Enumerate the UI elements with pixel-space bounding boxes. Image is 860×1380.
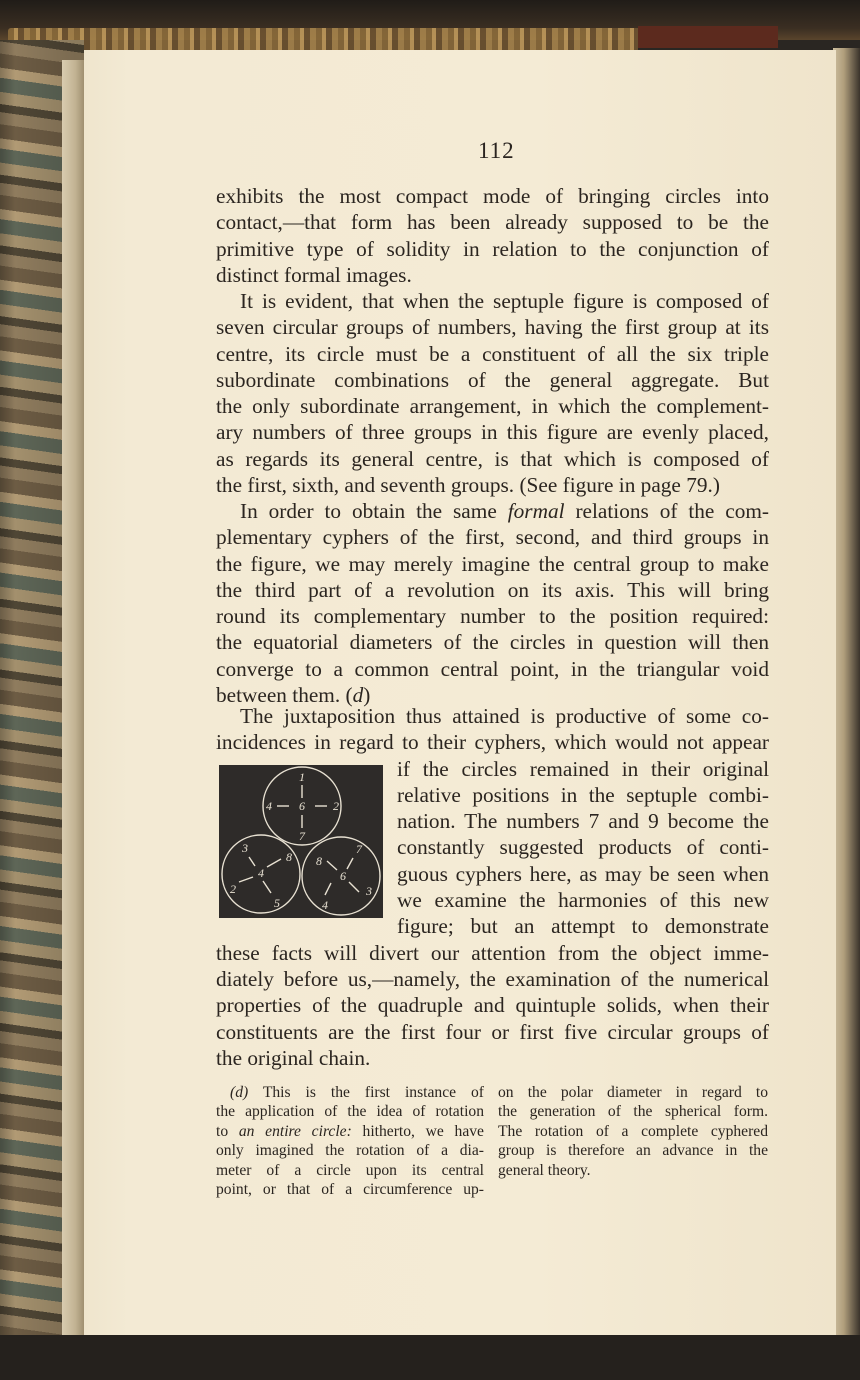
page-stack	[62, 60, 84, 1335]
footnote-left-column	[216, 1083, 484, 1199]
text-line: as regards its general centre, is that which is composed of	[216, 446, 769, 471]
text-line: these facts will divert our attention from the object imme-	[216, 940, 769, 965]
text-span: hitherto, we have	[362, 1122, 484, 1140]
text-line: figure; but an attempt to demonstrate	[397, 914, 769, 939]
text-span: between them. (	[216, 683, 353, 708]
text-line: guous cyphers here, as may be seen when	[397, 861, 769, 886]
figure-digit: 1	[299, 770, 305, 784]
book-bottom	[0, 1335, 860, 1380]
binding-edge	[638, 26, 778, 48]
figure-digit: 5	[274, 896, 280, 910]
gilt-edge	[8, 28, 638, 50]
figure-digit: 3	[242, 841, 248, 855]
text-span: to	[216, 1122, 229, 1140]
text-span	[216, 1084, 230, 1101]
italic-text: formal	[507, 499, 565, 523]
circles-diagram	[219, 765, 383, 918]
text-line: if the circles remained in their original	[397, 756, 769, 781]
text-line: the figure, we may merely imagine the central group to make	[216, 551, 769, 576]
text-line	[216, 498, 769, 524]
figure-digit: 6	[340, 869, 346, 883]
text-span: )	[363, 683, 371, 708]
figure-digit: 8	[316, 854, 322, 868]
italic-text: an entire circle:	[238, 1122, 352, 1140]
text-line: seven circular groups of numbers, having the first group at its	[216, 315, 769, 340]
figure-digit: 8	[286, 850, 292, 864]
text-line: contact,—that form has been already supposed to be the	[216, 210, 769, 235]
text-line: It is evident, that when the septuple figure is composed of	[240, 289, 769, 313]
figure-digit: 7	[356, 842, 362, 856]
paragraph-1	[216, 183, 769, 288]
figure-digit: 3	[366, 884, 372, 898]
footnote-line: meter of a circle upon its central	[216, 1161, 484, 1179]
figure-digit: 4	[322, 898, 328, 912]
text-span: In order to obtain the same	[240, 499, 497, 523]
paragraph-3	[216, 498, 769, 708]
text-line: we examine the harmonies of this new	[397, 888, 769, 913]
text-line: centre, its circle must be a constituent of all the six triple	[216, 341, 769, 366]
footnote-line: the generation of the spherical form.	[498, 1103, 768, 1121]
text-line: plementary cyphers of the first, second, and third groups in	[216, 525, 769, 550]
footnote-line: general theory.	[498, 1161, 591, 1179]
text-line: converge to a common central point, in the triangular void	[216, 656, 769, 681]
text-line: round its complementary number to the position required:	[216, 604, 769, 629]
text-line: the original chain.	[216, 1045, 371, 1070]
figure-digit: 2	[230, 882, 236, 896]
text-span: This is the first instance of	[262, 1084, 484, 1101]
page-number: 112	[478, 138, 515, 163]
footnote-right-column	[498, 1083, 768, 1180]
text-line: diately before us,—namely, the examination of the numerical	[216, 966, 769, 991]
footnote-line: The rotation of a complete cyphered	[498, 1122, 768, 1140]
text-line: subordinate combinations of the general aggregate. But	[216, 367, 769, 392]
text-line: relative positions in the septuple combi-	[397, 782, 769, 807]
paragraph-2	[216, 288, 769, 498]
text-line: constituents are the first four or first five circular groups of	[216, 1019, 769, 1044]
text-line: nation. The numbers 7 and 9 become the	[397, 809, 769, 834]
right-page-edge	[833, 48, 860, 1338]
footnote-marker: (d)	[230, 1084, 249, 1101]
text-line: properties of the quadruple and quintuple solids, when their	[216, 993, 769, 1018]
text-line: exhibits the most compact mode of bringing circles into	[216, 184, 769, 208]
footnote-line: group is therefore an advance in the	[498, 1142, 768, 1160]
text-line: distinct formal images.	[216, 262, 412, 287]
figure-digit: 4	[266, 799, 272, 813]
text-line: the only subordinate arrangement, in which the complement-	[216, 394, 769, 419]
text-span: relations of the com-	[575, 499, 770, 523]
footnote-line: only imagined the rotation of a dia-	[216, 1142, 484, 1160]
figure-digit: 7	[299, 829, 305, 843]
text-line: ary numbers of three groups in this figure are evenly placed,	[216, 420, 769, 445]
footnote-line: point, or that of a circumference up-	[216, 1180, 484, 1198]
figure-digit: 4	[258, 866, 264, 880]
text-line: The juxtaposition thus attained is productive of some co-	[240, 704, 769, 728]
footnote-line: the application of the idea of rotation	[216, 1103, 484, 1121]
italic-text: d	[352, 683, 364, 708]
text-line: constantly suggested products of conti-	[397, 835, 769, 860]
figure-digit: 6	[299, 799, 305, 813]
three-circles-figure	[219, 765, 383, 918]
figure-digit: 2	[333, 799, 339, 813]
wrapped-text	[397, 756, 769, 940]
text-line: the equatorial diameters of the circles in question will then	[216, 630, 769, 655]
text-line: primitive type of solidity in relation to the conjunction of	[216, 236, 769, 261]
text-line: the third part of a revolution on its axis. This will bring	[216, 577, 769, 602]
text-line: incidences in regard to their cyphers, which would not appear	[216, 730, 769, 755]
footnote-line: on the polar diameter in regard to	[498, 1084, 768, 1101]
text-line: the first, sixth, and seventh groups. (See figure in page 79.)	[216, 473, 720, 498]
footnote-line	[216, 1083, 484, 1102]
footnote-line	[216, 1122, 484, 1141]
